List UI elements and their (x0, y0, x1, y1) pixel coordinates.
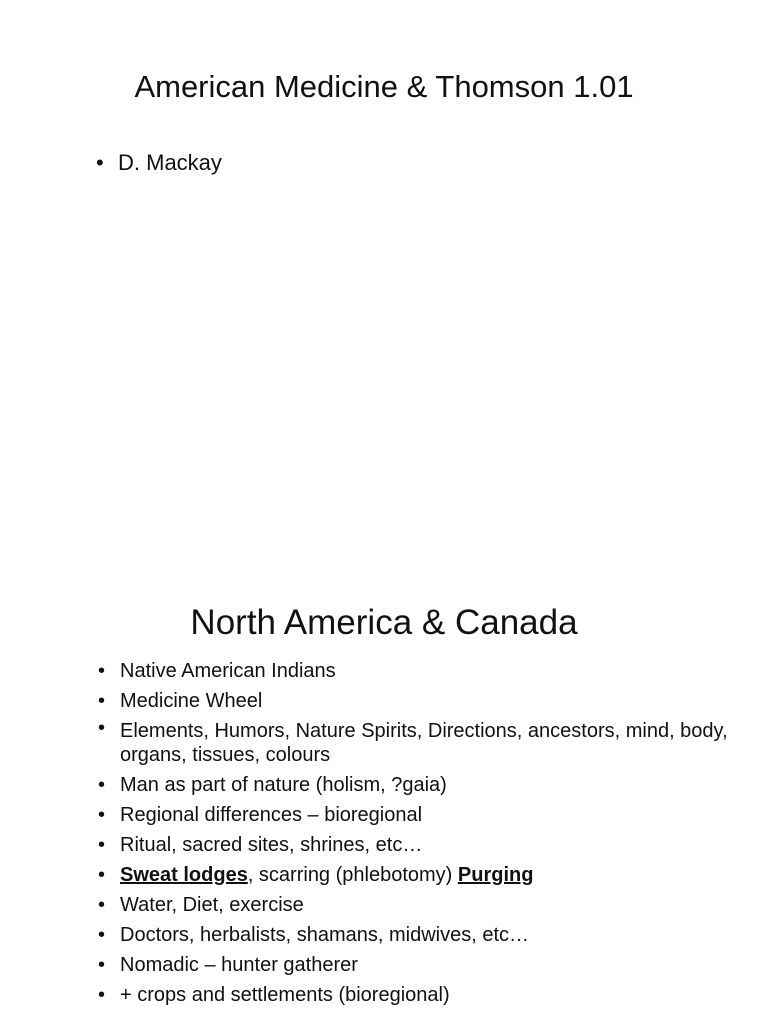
slide-1-bullet-list (88, 148, 728, 178)
bullet-item-sweat-lodges (90, 860, 730, 890)
bullet-item: • Native American Indians (90, 656, 730, 686)
bullet-item: • + crops and settlements (bioregional) (90, 980, 730, 1010)
bullet-item: • Elements, Humors, Nature Spirits, Directions, ancestors, mind, body, organs, tissues, colours (90, 716, 730, 770)
emphasis-purging: Purging (457, 864, 534, 886)
bullet-author: • D. Mackay (88, 148, 728, 178)
bullet-item: • Regional differences – bioregional (90, 800, 730, 830)
bullet-item: • Doctors, herbalists, shamans, midwives, etc… (90, 920, 730, 950)
slide-2-title: North America & Canada (190, 603, 578, 642)
bullet-item: • Nomadic – hunter gatherer (90, 950, 730, 980)
slide-2 (0, 512, 768, 1024)
bullet-text-middle: , scarring (phlebotomy) (247, 864, 458, 886)
bullet-item: • Man as part of nature (holism, ?gaia) (90, 770, 730, 800)
slide-2-bullet-list (90, 656, 730, 1010)
bullet-item: • Medicine Wheel (90, 686, 730, 716)
bullet-item: • Ritual, sacred sites, shrines, etc… (90, 830, 730, 860)
bullet-item: • Water, Diet, exercise (90, 890, 730, 920)
emphasis-sweat-lodges: Sweat lodges (120, 864, 248, 886)
slide-1-title: American Medicine & Thomson 1.01 (134, 69, 634, 104)
